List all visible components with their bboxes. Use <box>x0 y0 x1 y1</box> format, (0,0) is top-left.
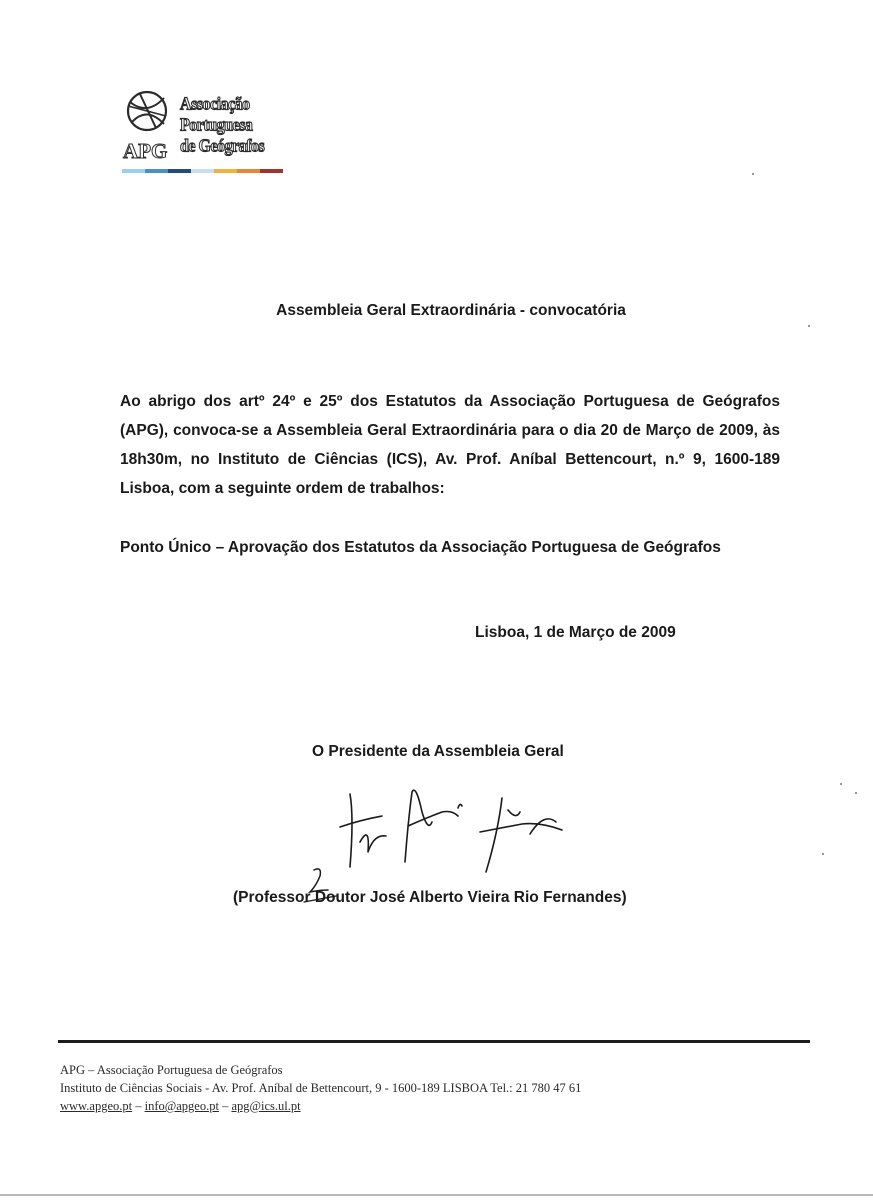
logo-color-segment <box>168 169 191 173</box>
logo-color-segment <box>260 169 283 173</box>
logo-color-segment <box>122 169 145 173</box>
scan-speck <box>855 792 857 794</box>
link-separator: – <box>132 1099 145 1113</box>
logo-color-segment <box>191 169 214 173</box>
footer <box>60 1061 820 1115</box>
apg-globe-icon <box>120 86 178 166</box>
scan-speck <box>822 853 824 855</box>
logo-line-3: de Geógrafos <box>180 136 265 156</box>
convocation-paragraph: Ao abrigo dos artº 24º e 25º dos Estatutos da Associação Portuguesa de Geógrafos (APG), convoca-se a Assembleia Geral Extraordinária para o dia 20 de Março de 2009, às 18h30m, no Instituto de Ciências (ICS), Av. Prof. Aníbal Bettencourt, n.º 9, 1600-189 Lisboa, com a seguinte ordem de trabalhos: <box>120 393 780 497</box>
logo-color-bar <box>122 169 283 173</box>
logo-color-segment <box>145 169 168 173</box>
scan-speck <box>808 325 810 327</box>
scan-speck <box>840 783 842 785</box>
info-email-link[interactable]: info@apgeo.pt <box>144 1099 219 1113</box>
footer-organization: APG – Associação Portuguesa de Geógrafos <box>60 1063 283 1077</box>
footer-divider <box>58 1040 810 1043</box>
place-and-date: Lisboa, 1 de Março de 2009 <box>475 624 676 641</box>
footer-links <box>60 1097 820 1115</box>
scan-edge <box>0 1194 873 1196</box>
document-title: Assembleia Geral Extraordinária - convocatória <box>276 302 626 319</box>
logo-color-segment <box>237 169 260 173</box>
footer-address: Instituto de Ciências Sociais - Av. Prof. Aníbal de Bettencourt, 9 - 1600-189 LISBOA Tel.: 21 780 47 61 <box>60 1081 582 1095</box>
logo-line-1: Associação <box>180 94 250 114</box>
signer-name: (Professor Doutor José Alberto Vieira Rio Fernandes) <box>233 889 627 906</box>
logo-color-segment <box>214 169 237 173</box>
handwritten-signature <box>330 772 580 882</box>
website-link[interactable]: www.apgeo.pt <box>60 1099 133 1113</box>
president-title: O Presidente da Assembleia Geral <box>312 743 564 760</box>
svg-text:APG: APG <box>123 139 168 163</box>
logo-line-2: Portuguesa <box>180 115 253 135</box>
apg-email-link[interactable]: apg@ics.ul.pt <box>231 1099 301 1113</box>
link-separator: – <box>218 1099 232 1113</box>
scan-speck <box>752 173 754 175</box>
apg-logo <box>120 86 270 178</box>
agenda-paragraph: Ponto Único – Aprovação dos Estatutos da Associação Portuguesa de Geógrafos <box>120 539 721 556</box>
logo-text <box>180 92 272 155</box>
